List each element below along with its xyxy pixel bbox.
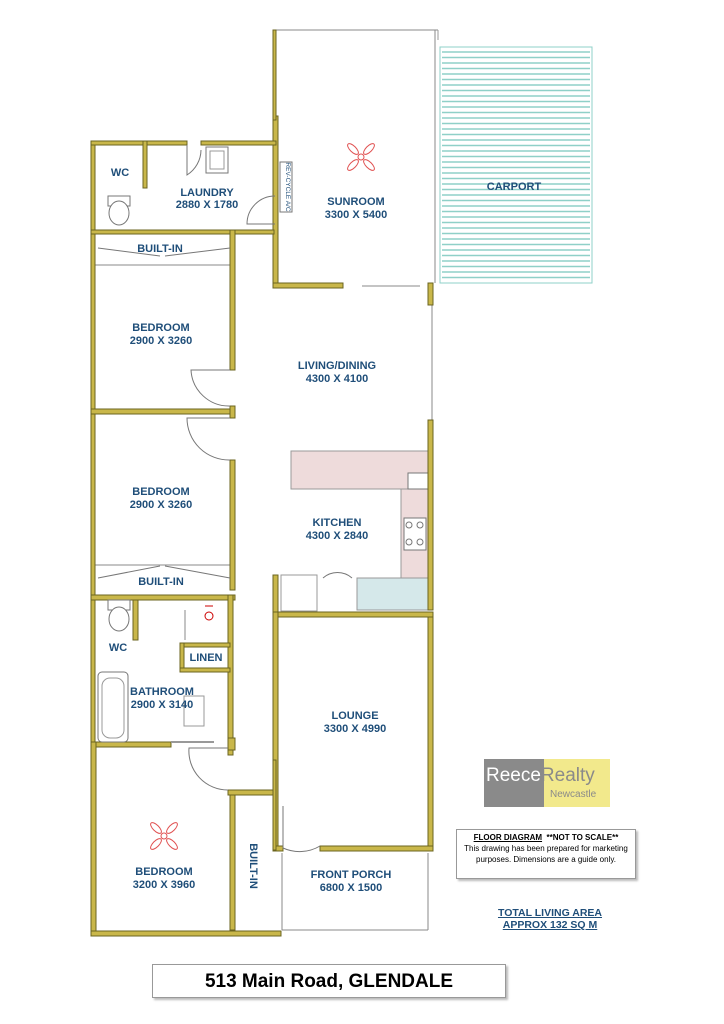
sink-icon: [408, 473, 428, 489]
room-label-lounge: LOUNGE: [331, 710, 379, 722]
room-size-bedroom-3: 3200 X 3960: [132, 879, 196, 891]
total-living-area: TOTAL LIVING AREA APPROX 132 SQ M: [497, 907, 603, 931]
room-label-sunroom: SUNROOM: [327, 196, 385, 208]
ac-label: REV-CYCLE A/C: [284, 162, 291, 212]
front-door: [283, 806, 320, 852]
room-label-wc: WC: [110, 167, 130, 179]
fridge-space: [281, 575, 317, 611]
logo-subtitle: Newcastle: [550, 789, 597, 800]
ceiling-fan-icon: [346, 142, 376, 172]
room-label-builtin-2: BUILT-IN: [138, 576, 184, 588]
room-label-wc-2: WC: [108, 642, 128, 654]
room-size-laundry: 2880 X 1780: [175, 199, 239, 211]
room-label-bathroom: BATHROOM: [130, 686, 194, 698]
bedroom3-door: [189, 748, 228, 790]
room-size-living: 4300 X 4100: [305, 373, 369, 385]
room-size-porch: 6800 X 1500: [319, 882, 383, 894]
room-size-kitchen: 4300 X 2840: [305, 530, 369, 542]
floor-diagram-note: FLOOR DIAGRAM **NOT TO SCALE** This drawing has been prepared for marketing purposes. Dimensions are a guide only.: [456, 829, 636, 879]
room-size-lounge: 3300 X 4990: [323, 723, 387, 735]
room-label-linen: LINEN: [189, 652, 223, 664]
room-label-porch: FRONT PORCH: [310, 869, 392, 881]
room-label-bedroom-3: BEDROOM: [135, 866, 193, 878]
room-label-builtin: BUILT-IN: [137, 243, 183, 255]
laundry-side-door: [247, 196, 275, 224]
room-size-bathroom: 2900 X 3140: [130, 699, 194, 711]
bedroom2-door: [187, 418, 230, 460]
bedroom1-door: [191, 370, 230, 406]
room-label-builtin-3: BUILT-IN: [247, 843, 259, 889]
room-label-bedroom: BEDROOM: [132, 322, 190, 334]
reece-realty-logo: ReeceRealty Newcastle: [484, 759, 610, 807]
ceiling-fan-icon: [149, 821, 179, 851]
room-label-carport: CARPORT: [486, 181, 542, 193]
laundry-door: [187, 145, 201, 175]
room-size-sunroom: 3300 X 5400: [324, 209, 388, 221]
room-size-bedroom-2: 2900 X 3260: [129, 499, 193, 511]
room-label-bedroom-2: BEDROOM: [132, 486, 190, 498]
room-label-living: LIVING/DINING: [297, 360, 377, 372]
property-address: 513 Main Road, GLENDALE: [152, 964, 506, 998]
room-label-laundry: LAUNDRY: [180, 187, 234, 199]
carport-roof: [440, 47, 592, 283]
room-size-bedroom: 2900 X 3260: [129, 335, 193, 347]
room-label-kitchen: KITCHEN: [312, 517, 362, 529]
basin-icon: [205, 612, 213, 620]
